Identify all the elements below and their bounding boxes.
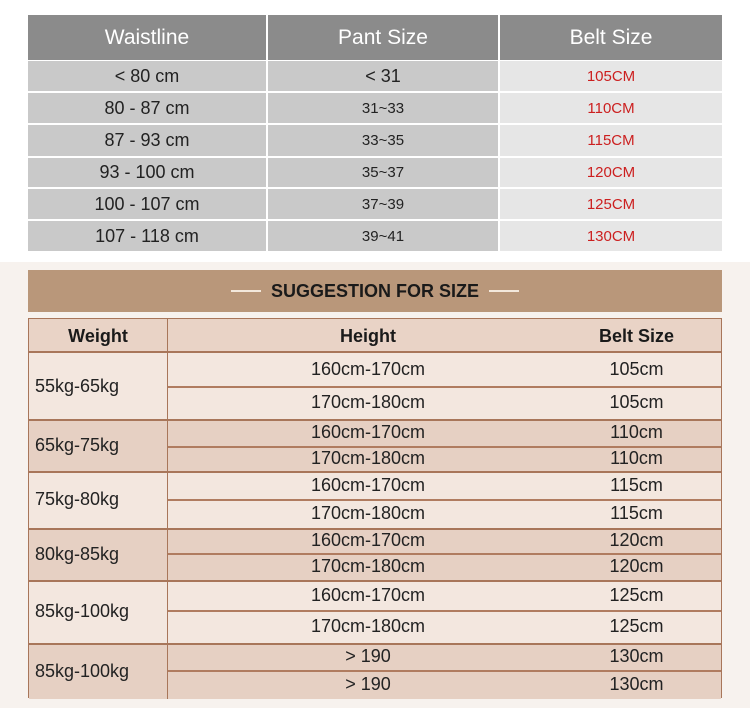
waistline-cell: 93 - 100 cm — [28, 158, 266, 187]
belt-size-cell: 130CM — [500, 221, 722, 251]
weight-cell: 85kg-100kg — [35, 601, 130, 621]
waistline-cell: 100 - 107 cm — [28, 189, 266, 219]
belt-size-cell: 105CM — [500, 61, 722, 91]
height-cell: 160cm-170cm — [310, 474, 426, 495]
belt-size-cell: 120cm — [609, 556, 664, 576]
belt-size-cell: 125CM — [500, 189, 722, 219]
weight-cell: 85kg-100kg — [35, 660, 130, 681]
height-cell: 170cm-180cm — [310, 448, 426, 468]
pant-size-cell: 35~37 — [268, 158, 498, 187]
pant-size-cell: 37~39 — [268, 189, 498, 219]
belt-size-cell: 115cm — [610, 503, 663, 523]
height-cell: 160cm-170cm — [310, 530, 426, 550]
suggestion-table — [28, 318, 722, 698]
column-divider — [167, 319, 168, 699]
suggestion-title: SUGGESTION FOR SIZE — [270, 280, 480, 301]
belt-size-cell: 125cm — [609, 616, 664, 636]
weight-cell: 80kg-85kg — [35, 543, 120, 564]
header-waistline: Waistline — [28, 15, 266, 60]
height-cell: 160cm-170cm — [310, 359, 426, 379]
belt-size-cell: 110CM — [500, 93, 722, 123]
belt-size-cell: 110cm — [610, 422, 663, 442]
belt-size-cell: 115CM — [500, 125, 722, 156]
waistline-cell: 107 - 118 cm — [28, 221, 266, 251]
divider — [489, 290, 519, 292]
belt-size-cell: 130cm — [609, 646, 664, 666]
belt-size-cell: 105cm — [609, 392, 664, 412]
belt-size-cell: 120cm — [609, 530, 664, 550]
waistline-cell: 80 - 87 cm — [28, 93, 266, 123]
height-cell: 170cm-180cm — [310, 556, 426, 576]
pant-size-cell: 39~41 — [268, 221, 498, 251]
height-cell: 170cm-180cm — [310, 616, 426, 636]
weight-cell: 55kg-65kg — [35, 375, 120, 396]
height-cell: 160cm-170cm — [310, 584, 426, 605]
header-height: Height — [340, 325, 396, 346]
pant-size-cell: 33~35 — [268, 125, 498, 156]
header-belt-size: Belt Size — [500, 15, 722, 60]
pant-size-cell: < 31 — [268, 61, 498, 91]
weight-cell: 75kg-80kg — [35, 489, 120, 509]
belt-size-cell: 110cm — [610, 448, 663, 468]
weight-cell: 65kg-75kg — [35, 434, 120, 455]
belt-size-cell: 130cm — [609, 674, 664, 694]
header-belt-size: Belt Size — [598, 325, 675, 346]
height-cell: 170cm-180cm — [310, 503, 426, 523]
belt-size-cell: 125cm — [609, 584, 664, 605]
height-cell: > 190 — [345, 674, 391, 694]
waistline-cell: 87 - 93 cm — [28, 125, 266, 156]
belt-size-cell: 120CM — [500, 158, 722, 187]
header-pant-size: Pant Size — [268, 15, 498, 60]
pant-size-cell: 31~33 — [268, 93, 498, 123]
height-cell: 160cm-170cm — [310, 422, 426, 442]
belt-size-cell: 115cm — [610, 474, 663, 495]
header-weight: Weight — [68, 325, 128, 346]
belt-size-cell: 105cm — [609, 359, 664, 379]
waistline-cell: < 80 cm — [28, 61, 266, 91]
suggestion-banner — [28, 270, 722, 312]
divider — [231, 290, 261, 292]
height-cell: > 190 — [345, 646, 391, 666]
height-cell: 170cm-180cm — [310, 392, 426, 412]
